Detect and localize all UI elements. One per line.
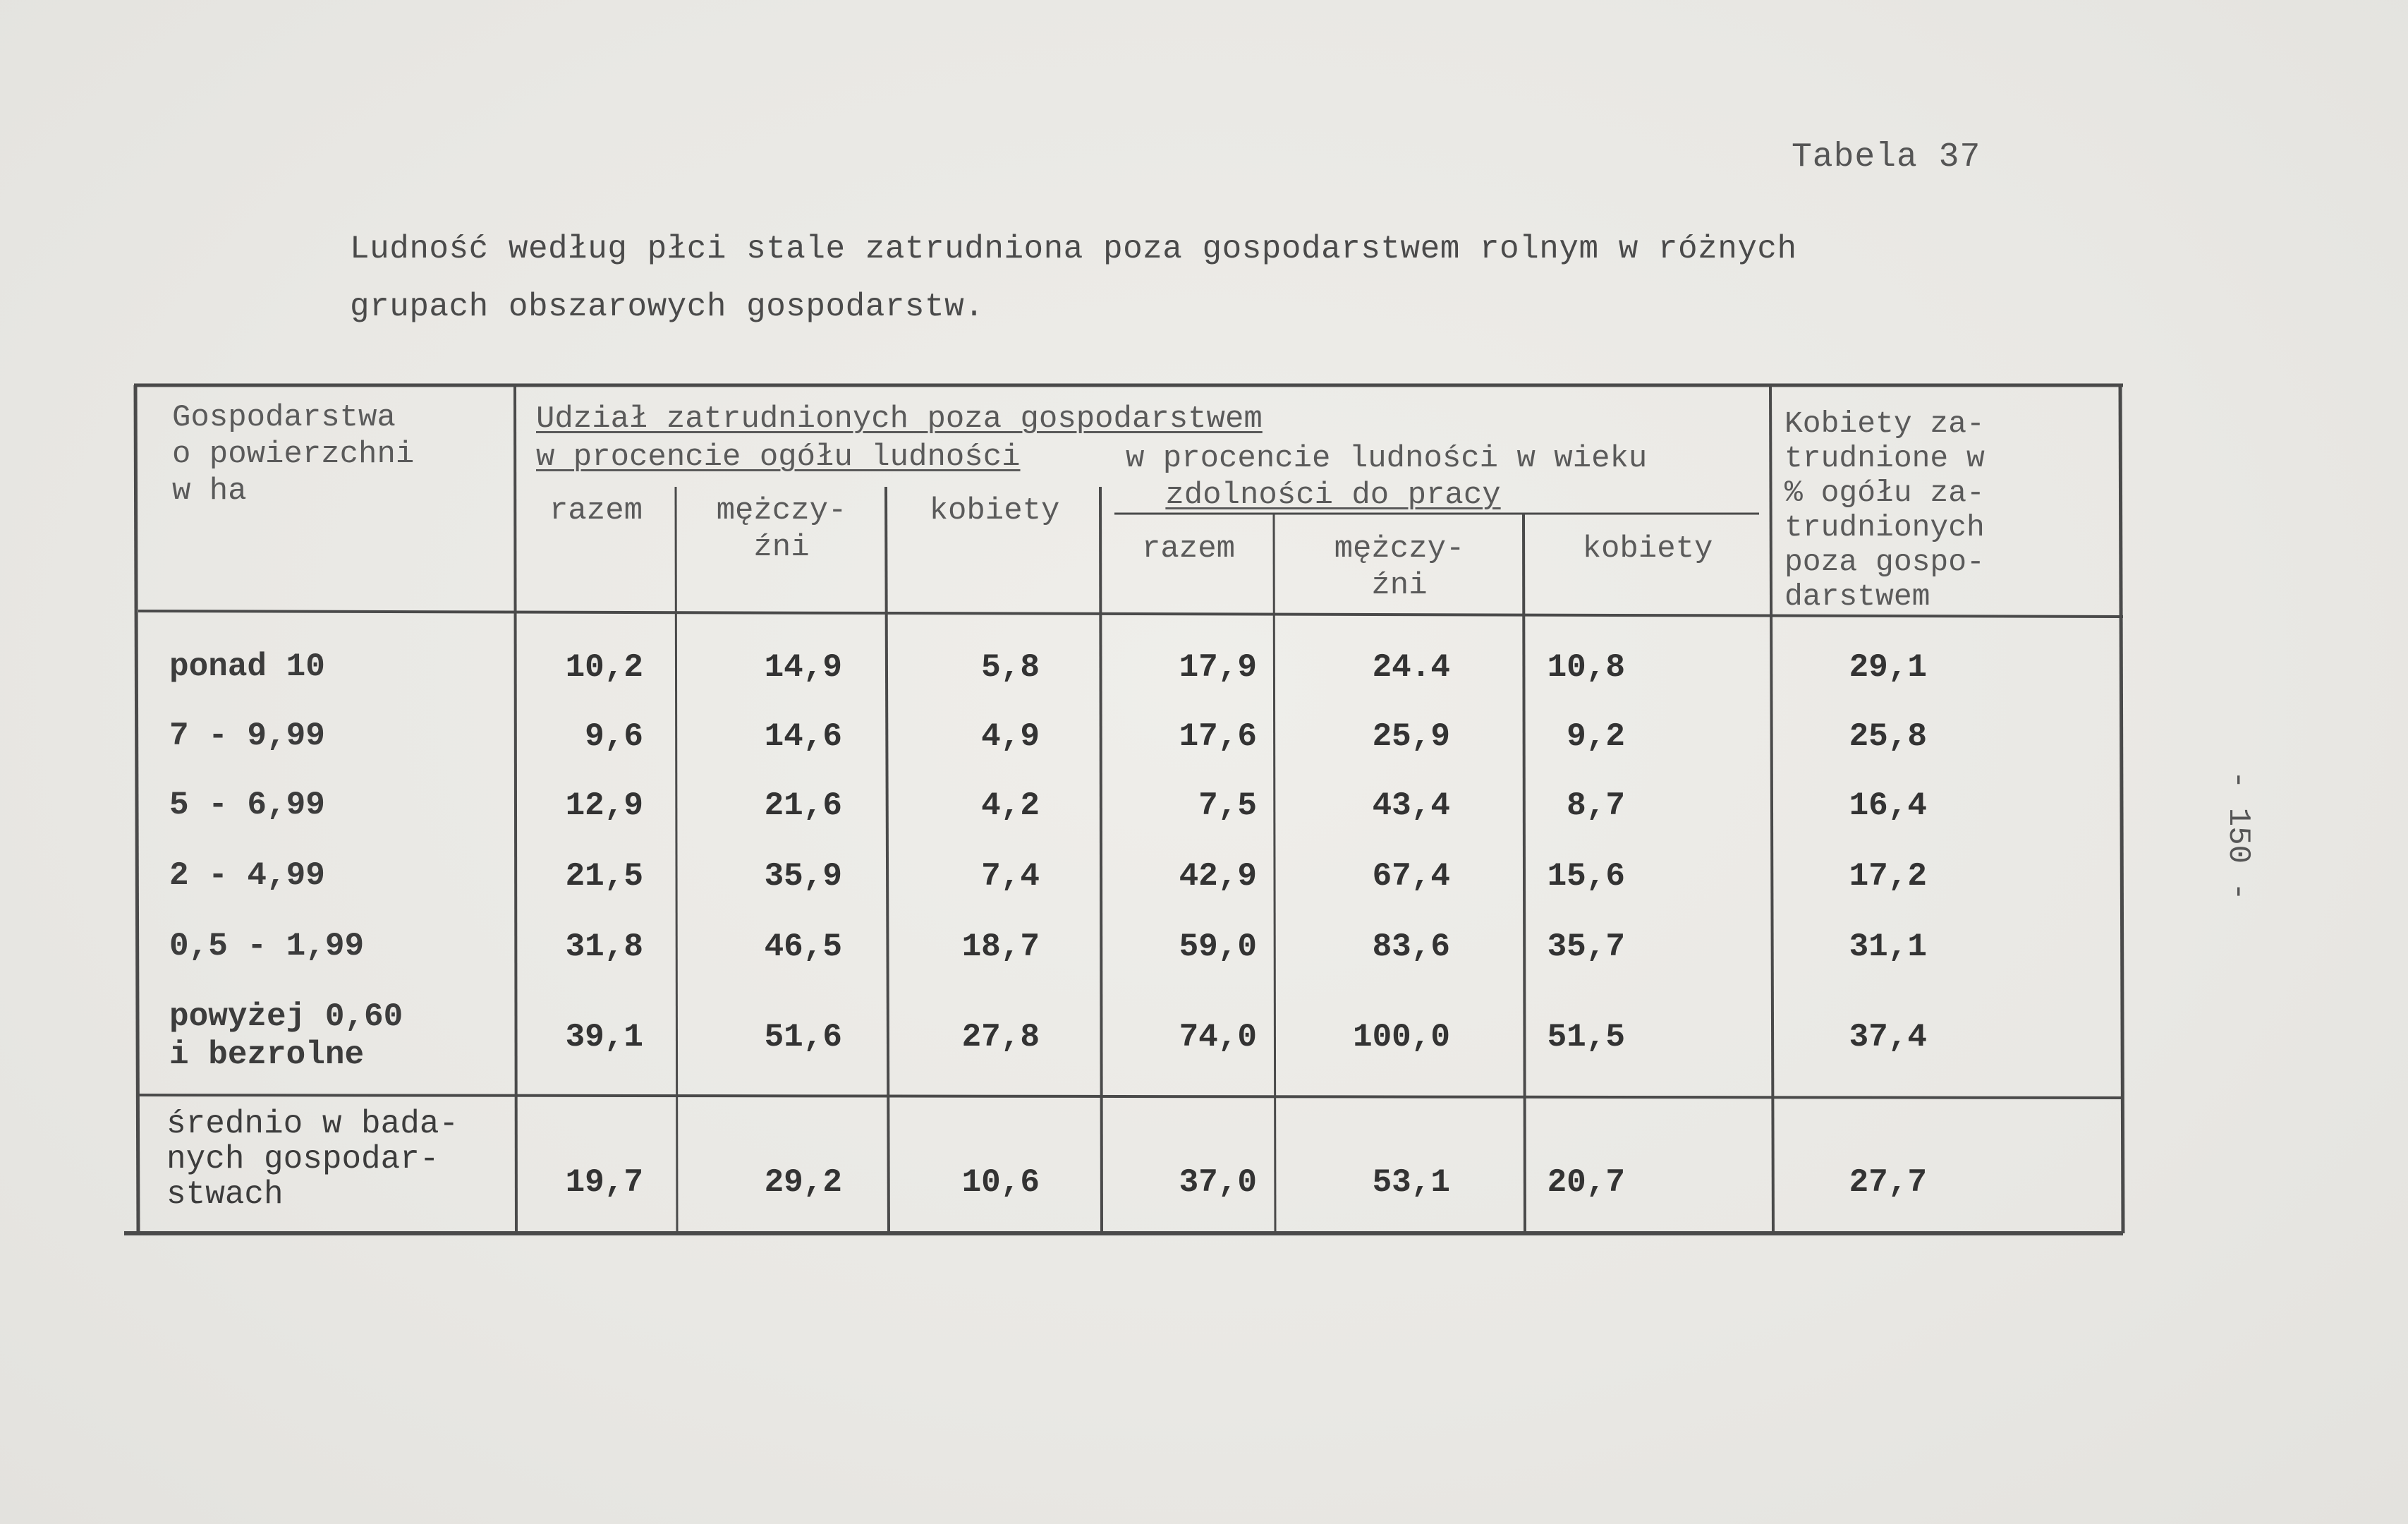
header-group1-subtitle: w procencie ogółu ludności (536, 440, 1021, 475)
header-mezczyzni-2: mężczy- źni (1334, 531, 1465, 603)
table-cell: 39,1 (565, 1019, 643, 1056)
table-cell: 74,0 (1179, 1019, 1257, 1056)
table-cell: 18,7 (961, 929, 1040, 965)
summary-cell: 53,1 (1372, 1164, 1450, 1201)
table-cell: 25,8 (1849, 718, 1927, 755)
row-label: 5 - 6,99 (169, 787, 325, 823)
table-cell: 35,7 (1547, 929, 1625, 965)
summary-cell: 27,7 (1849, 1164, 1927, 1201)
table-cell: 7,5 (1198, 787, 1257, 824)
table-cell: 31,1 (1849, 929, 1927, 965)
summary-cell: 10,6 (961, 1164, 1040, 1201)
table-cell: 51,5 (1547, 1019, 1625, 1056)
table-cell: 10,2 (565, 649, 643, 686)
table-cell: 21,5 (565, 858, 643, 895)
summary-cell: 37,0 (1179, 1164, 1257, 1201)
table-cell: 8,7 (1567, 787, 1625, 824)
table-cell: 4,9 (981, 718, 1040, 755)
table-cell: 14,9 (764, 649, 842, 686)
table-cell: 46,5 (764, 929, 842, 965)
table-cell: 16,4 (1849, 787, 1927, 824)
table-cell: 17,2 (1849, 858, 1927, 895)
header-women-share: Kobiety za- trudnione w % ogółu za- trudnionych poza gospo- darstwem (1784, 406, 1985, 614)
table-cell: 59,0 (1179, 929, 1257, 965)
header-kobiety-1: kobiety (929, 493, 1060, 528)
header-mezczyzni-1: mężczy- źni (716, 493, 847, 565)
table-cell: 9,6 (585, 718, 643, 755)
table-cell: 5,8 (981, 649, 1040, 686)
table-number: Tabela 37 (1792, 138, 1981, 176)
table-cell: 9,2 (1567, 718, 1625, 755)
table-cell: 12,9 (565, 787, 643, 824)
row-label: 2 - 4,99 (169, 857, 325, 894)
table-cell: 14,6 (764, 718, 842, 755)
table-cell: 29,1 (1849, 649, 1927, 686)
row-label: 7 - 9,99 (169, 718, 325, 754)
table-cell: 100,0 (1352, 1019, 1450, 1056)
table-cell: 4,2 (981, 787, 1040, 824)
summary-cell: 29,2 (764, 1164, 842, 1201)
summary-cell: 20,7 (1547, 1164, 1625, 1201)
header-group1-title: Udział zatrudnionych poza gospodarstwem (536, 401, 1263, 437)
table-cell: 35,9 (764, 858, 842, 895)
table-cell: 10,8 (1547, 649, 1625, 686)
table-cell: 21,6 (764, 787, 842, 824)
table-cell: 31,8 (565, 929, 643, 965)
header-group2-title: w procencie ludności w wieku (1126, 441, 1648, 476)
table-cell: 67,4 (1372, 858, 1450, 895)
table-cell: 25,9 (1372, 718, 1450, 755)
page-number: - 150 - (2220, 770, 2256, 901)
table-cell: 24.4 (1372, 649, 1450, 686)
summary-cell: 19,7 (565, 1164, 643, 1201)
table-cell: 51,6 (764, 1019, 842, 1056)
table-cell: 27,8 (961, 1019, 1040, 1056)
table-cell: 7,4 (981, 858, 1040, 895)
row-label: 0,5 - 1,99 (169, 928, 365, 964)
table-cell: 37,4 (1849, 1019, 1927, 1056)
table-caption: Ludność według płci stale zatrudniona poza gospodarstwem rolnym w różnych grupach obszarowych gospodarstw. (350, 231, 1797, 325)
header-razem-1: razem (549, 493, 643, 528)
table-cell: 17,6 (1179, 718, 1257, 755)
table-cell: 15,6 (1547, 858, 1625, 895)
table-cell: 42,9 (1179, 858, 1257, 895)
header-kobiety-2: kobiety (1582, 531, 1713, 567)
row-label: ponad 10 (169, 648, 325, 685)
header-row-label: Gospodarstwa o powierzchni w ha (172, 400, 415, 509)
row-label: powyżej 0,60 i bezrolne (169, 998, 403, 1073)
table-cell: 17,9 (1179, 649, 1257, 686)
header-razem-2: razem (1141, 531, 1236, 567)
header-group2-subtitle: zdolności do pracy (1165, 478, 1501, 513)
table-cell: 83,6 (1372, 929, 1450, 965)
summary-label: średnio w bada- nych gospodar- stwach (166, 1106, 459, 1213)
table-cell: 43,4 (1372, 787, 1450, 824)
